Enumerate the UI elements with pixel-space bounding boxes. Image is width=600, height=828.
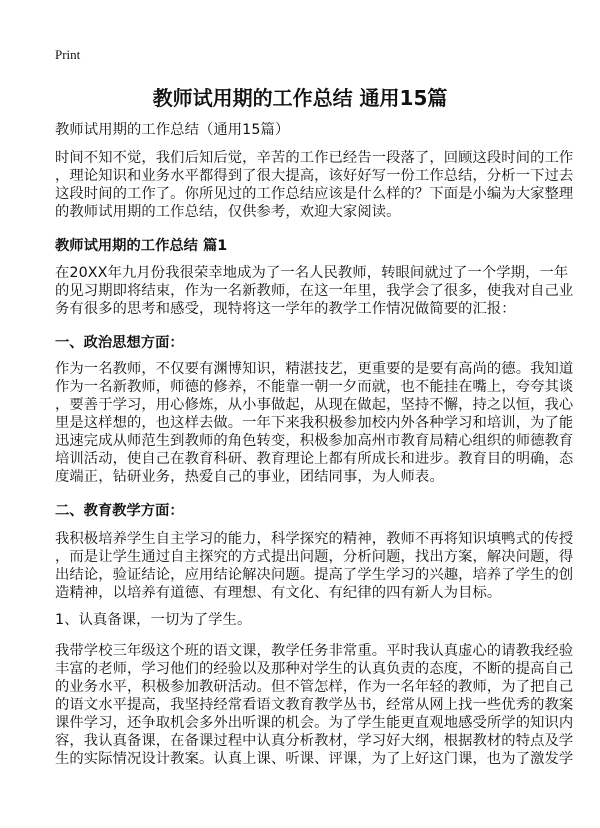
text-line: 生的实际情况设计教案。认真上课、听课、评课，为了上好这门课，也为了激发学	[55, 751, 574, 767]
print-link[interactable]: Print	[55, 47, 81, 62]
text-line: 造精神，以培养有道德、有理想、有文化、有纪律的四有新人为目标。	[55, 585, 502, 601]
text-line: 容，我认真备课，在备课过程中认真分析教材，学习好大纲，根据教材的特点及学	[55, 733, 574, 749]
teaching-heading: 二、教育教学方面：	[55, 503, 184, 519]
text-line: 的语文水平提高，我坚持经常看语文教育教学丛书，经常从网上找一些优秀的教案	[55, 697, 574, 713]
text-line: 的教师试用期的工作总结，仅供参考，欢迎大家阅读。	[55, 204, 401, 220]
text-line: 课件学习，还争取机会多外出听课的机会。为了学生能更直观地感受所学的知识内	[55, 715, 574, 731]
text-line: 这段时间的工作了。你所见过的工作总结应该是什么样的？下面是小编为大家整理	[55, 186, 574, 202]
text-line: 作为一名教师，不仅要有渊博知识，精湛技艺，更重要的是要有高尚的德。我知道	[55, 361, 574, 377]
politics-heading: 一、政治思想方面：	[55, 335, 184, 351]
section-heading: 教师试用期的工作总结 篇1	[55, 238, 228, 254]
text-line: 我积极培养学生自主学习的能力，科学探究的精神，教师不再将知识填鸭式的传授	[55, 531, 574, 547]
paragraph	[55, 642, 573, 768]
text-line: 务有很多的思考和感受，现特将这一学年的教学工作情况做简要的汇报：	[55, 301, 516, 317]
text-line: 的见习期即将结束，作为一名新教师，在这一年里，我学会了很多，使我对自己业	[55, 283, 574, 299]
text-line: 度端正，钻研业务，热爱自己的事业，团结同事，为人师表。	[55, 469, 444, 485]
subtitle: 教师试用期的工作总结（通用15篇）	[55, 122, 290, 138]
intro-paragraph	[55, 149, 573, 221]
text-line: 在20XX年九月份我很荣幸地成为了一名人民教师，转眼间就过了一个学期，一年	[55, 265, 569, 281]
text-line: 培训活动，使自己在教育科研、教育理论上都有所成长和进步。教育目的明确，态	[55, 451, 574, 467]
text-line: ，理论知识和业务水平都得到了很大提高，该好好写一份工作总结，分析一下过去	[55, 168, 574, 184]
text-line: ，要善于学习，用心修炼，从小事做起，从现在做起，坚持不懈，持之以恒，我心	[55, 397, 574, 413]
paragraph	[55, 264, 573, 318]
subheading: 1、认真备课，一切为了学生。	[55, 612, 252, 628]
text-line: ，而是让学生通过自主探究的方式提出问题，分析问题，找出方案，解决问题，得	[55, 549, 574, 565]
paragraph	[55, 530, 573, 602]
text-line: 时间不知不觉，我们后知后觉，辛苦的工作已经告一段落了，回顾这段时间的工作	[55, 150, 574, 166]
text-line: 出结论，验证结论，应用结论解决问题。提高了学生学习的兴趣，培养了学生的创	[55, 567, 574, 583]
text-line: 作为一名新教师，师德的修养，不能靠一朝一夕而就，也不能挂在嘴上，夸夸其谈	[55, 379, 574, 395]
text-line: 丰富的老师，学习他们的经验以及那种对学生的认真负责的态度，不断的提高自己	[55, 661, 574, 677]
text-line: 里是这样想的，也这样去做。一年下来我积极参加校内外各种学习和培训，为了能	[55, 415, 574, 431]
text-line: 的业务水平，积极参加教研活动。但不管怎样，作为一名年轻的教师，为了把自己	[55, 679, 574, 695]
text-line: 我带学校三年级这个班的语文课，教学任务非常重。平时我认真虚心的请教我经验	[55, 643, 574, 659]
paragraph	[55, 360, 573, 486]
page-title: 教师试用期的工作总结 通用15篇	[152, 86, 448, 110]
text-line: 迅速完成从师范生到教师的角色转变，积极参加高州市教育局精心组织的师德教育	[55, 433, 574, 449]
